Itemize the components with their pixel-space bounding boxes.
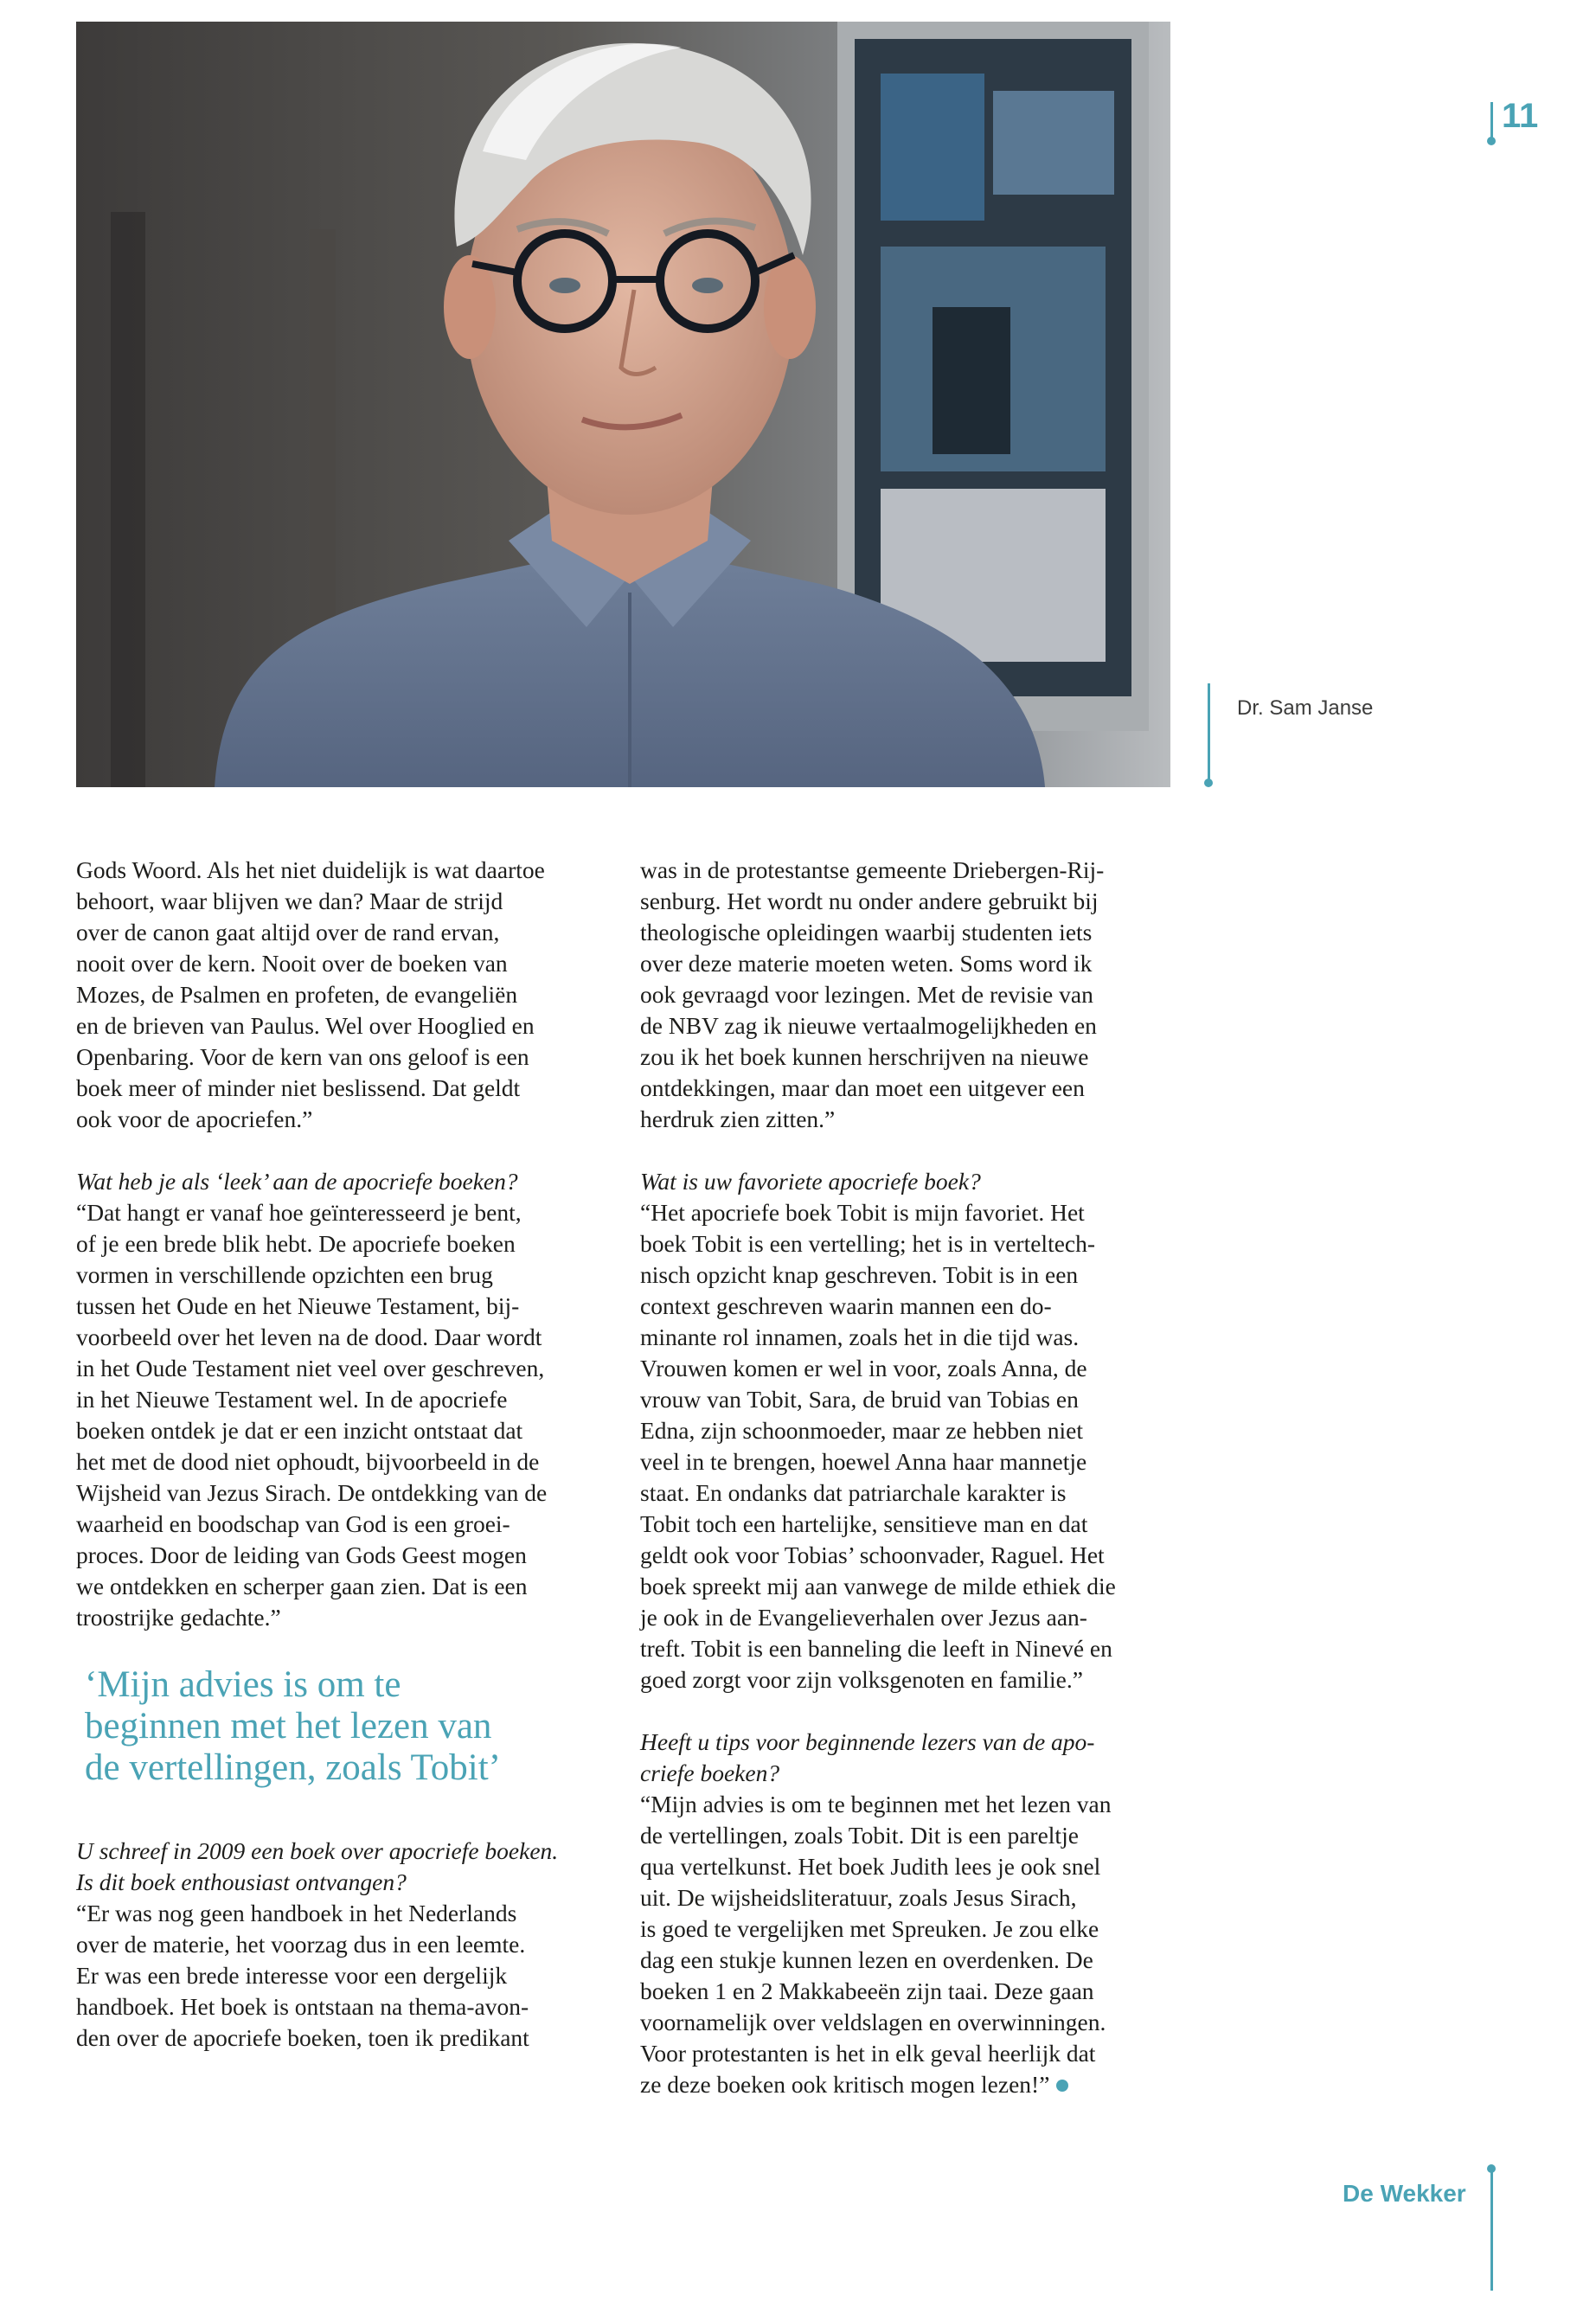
paragraph: Gods Woord. Als het niet duidelijk is wat daartoe behoort, waar blijven we dan? Maar de strijd over de canon gaat altijd over de rand ervan, nooit over de kern. Nooit over de boeken van Mozes, de Psalmen en profeten, de evangeliën en de brieven van Paulus. Wel over Hooglied en Openbaring. Voor de kern van ons geloof is een boek meer of minder niet beslissend. Dat geldt ook voor de apocriefen.”: [76, 856, 545, 1132]
right-column: [640, 855, 1176, 2131]
page-number: 11: [1502, 97, 1539, 135]
question: Wat heb je als ‘leek’ aan de apocriefe boeken?: [76, 1168, 518, 1195]
magazine-name: De Wekker: [1343, 2180, 1466, 2207]
left-column: [76, 855, 612, 2085]
caption-dot: [1204, 779, 1213, 787]
answer: “Mijn advies is om te beginnen met het lezen van de vertellingen, zoals Tobit. Dit is een pareltje qua vertelkunst. Het boek Judith lees je ook snel uit. De wijsheidsliteratuur, zoals Jesus Sirach, is goed te vergelijken met Spreuken. Je zou elke dag een stukje kunnen lezen en overdenken. De boeken 1 en 2 Makkabeeën zijn taai. Deze gaan voornamelijk over veldslagen en overwinningen. Voor protestanten is het in elk geval heerlijk dat ze deze boeken ook kritisch mogen lezen!”: [640, 1791, 1112, 2098]
photo-caption: Dr. Sam Janse: [1237, 696, 1374, 720]
portrait-photo: [76, 22, 1170, 787]
portrait-illustration: [76, 22, 1170, 787]
question: Heeft u tips voor beginnende lezers van de apo- criefe boeken?: [640, 1728, 1095, 1786]
pull-quote: ‘Mijn advies is om te beginnen met het lezen van de vertellingen, zoals Tobit’: [85, 1664, 501, 1788]
answer: “Het apocriefe boek Tobit is mijn favoriet. Het boek Tobit is een vertelling; het is in verteltech- nisch opzicht knap geschreven. Tobit is in een context geschreven waarin mannen een do- minante rol innamen, zoals het in die tijd was. Vrouwen komen er wel in voor, zoals Anna, de vrouw van Tobit, Sara, de bruid van Tobias en Edna, zijn schoonmoeder, maar ze hebben niet veel in te brengen, hoewel Anna haar mannetje staat. En ondanks dat patriarchale karakter is Tobit toch een hartelijke, sensitieve man en dat geldt ook voor Tobias’ schoonvader, Raguel. Het boek spreekt mij aan vanwege de milde ethiek die je ook in de Evangelieverhalen over Jezus aan- treft. Tobit is een banneling die leeft in Ninevé en goed zorgt voor zijn volksgenoten en familie.”: [640, 1199, 1116, 1693]
answer: “Dat hangt er vanaf hoe geïnteresseerd je bent, of je een brede blik hebt. De apocriefe boeken vormen in verschillende opzichten een brug tussen het Oude en het Nieuwe Testament, bij- voorbeeld over het leven na de dood. Daar wordt in het Oude Testament niet veel over geschreven, in het Nieuwe Testament wel. In de apocriefe boeken ontdek je dat er een inzicht ontstaat dat het met de dood niet ophoudt, bijvoorbeeld in de Wijsheid van Jezus Sirach. De ontdekking van de waarheid en boodschap van God is een groei- proces. Door de leiding van Gods Geest mogen we ontdekken en scherper gaan zien. Dat is een troostrijke gedachte.”: [76, 1199, 548, 1631]
page-number-rule: [1490, 102, 1493, 141]
question: Wat is uw favoriete apocriefe boek?: [640, 1168, 981, 1195]
caption-rule: [1208, 683, 1210, 783]
page-number-dot: [1487, 137, 1496, 145]
answer: “Er was nog geen handboek in het Nederlands over de materie, het voorzag dus in een leemte. Er was een brede interesse voor een dergelijk handboek. Het boek is ontstaan na thema-avon- den over de apocriefe boeken, toen ik predikant: [76, 1900, 529, 2051]
paragraph: was in de protestantse gemeente Driebergen-Rij- senburg. Het wordt nu onder andere gebruikt bij theologische opleidingen waarbij studenten iets over deze materie moeten weten. Soms word ik ook gevraagd voor lezingen. Met de revisie van de NBV zag ik nieuwe vertaalmogelijkheden en zou ik het boek kunnen herschrijven na nieuwe ontdekkingen, maar dan moet een uitgever een herdruk zien zitten.”: [640, 856, 1105, 1132]
footer-rule: [1490, 2170, 1493, 2291]
qa-block: [640, 1166, 1176, 1695]
qa-block: [76, 1836, 612, 2054]
end-of-article-dot: [1056, 2080, 1068, 2092]
qa-block: [640, 1727, 1176, 2100]
qa-block: [76, 1166, 612, 1633]
question: U schreef in 2009 een boek over apocriefe boeken. Is dit boek enthousiast ontvangen?: [76, 1837, 559, 1895]
